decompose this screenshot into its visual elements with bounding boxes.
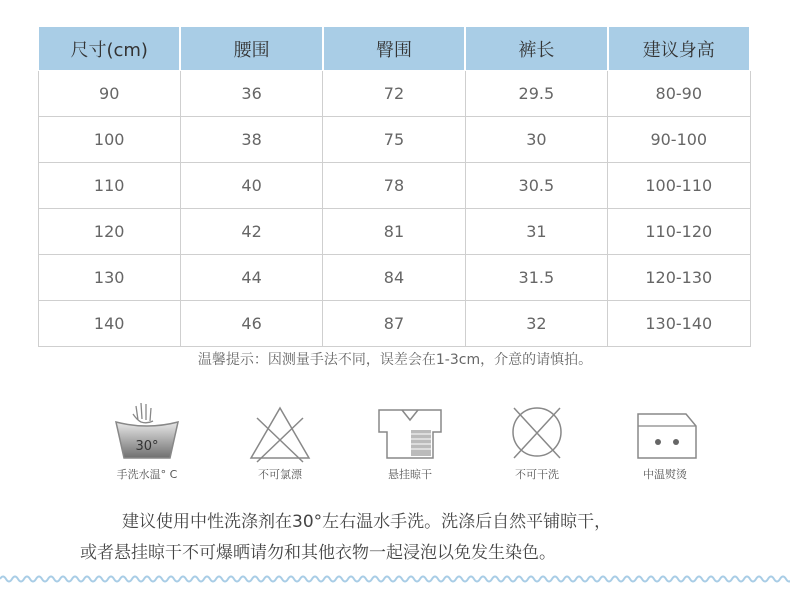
cell-size: 110 bbox=[38, 163, 180, 209]
cell-length: 30.5 bbox=[465, 163, 607, 209]
cell-size: 120 bbox=[38, 209, 180, 255]
cell-hip: 72 bbox=[323, 71, 465, 117]
table-row bbox=[38, 301, 750, 347]
cell-length: 32 bbox=[465, 301, 607, 347]
care-label: 不可干洗 bbox=[515, 468, 559, 481]
cell-hip: 75 bbox=[323, 117, 465, 163]
header-length: 裤长 bbox=[465, 27, 607, 71]
cell-waist: 36 bbox=[180, 71, 322, 117]
measurement-hint: 温馨提示：因测量手法不同，误差会在1-3cm，介意的请慎拍。 bbox=[197, 352, 593, 368]
table-header-row bbox=[38, 27, 750, 71]
cell-waist: 42 bbox=[180, 209, 322, 255]
cell-size: 130 bbox=[38, 255, 180, 301]
care-paragraph-line2: 或者悬挂晾干不可爆晒请勿和其他衣物一起浸泡以免发生染色。 bbox=[80, 543, 556, 563]
cell-length: 31.5 bbox=[465, 255, 607, 301]
table-row bbox=[38, 255, 750, 301]
cell-hip: 84 bbox=[323, 255, 465, 301]
cell-height: 90-100 bbox=[608, 117, 750, 163]
cell-hip: 87 bbox=[323, 301, 465, 347]
table-row bbox=[38, 71, 750, 117]
care-label: 悬挂晾干 bbox=[388, 468, 432, 481]
header-height: 建议身高 bbox=[608, 27, 750, 71]
cell-height: 100-110 bbox=[608, 163, 750, 209]
cell-height: 110-120 bbox=[608, 209, 750, 255]
cell-height: 120-130 bbox=[608, 255, 750, 301]
cell-hip: 81 bbox=[323, 209, 465, 255]
cell-size: 90 bbox=[38, 71, 180, 117]
table-row bbox=[38, 163, 750, 209]
cell-waist: 46 bbox=[180, 301, 322, 347]
care-label: 不可氯漂 bbox=[258, 468, 302, 481]
care-item-no-tumble-dry bbox=[482, 400, 592, 482]
wash-temp-label: 30° bbox=[135, 439, 159, 454]
care-label: 中温熨烫 bbox=[643, 468, 687, 481]
wave-border bbox=[0, 572, 790, 586]
cell-hip: 78 bbox=[323, 163, 465, 209]
care-item-hang-dry bbox=[355, 400, 465, 482]
care-icons bbox=[0, 400, 790, 490]
care-item-hand-wash bbox=[92, 400, 202, 482]
cell-waist: 40 bbox=[180, 163, 322, 209]
cell-length: 31 bbox=[465, 209, 607, 255]
iron-medium-icon bbox=[620, 400, 710, 464]
size-table bbox=[37, 26, 751, 347]
care-item-iron bbox=[610, 400, 720, 482]
table-row bbox=[38, 209, 750, 255]
cell-height: 130-140 bbox=[608, 301, 750, 347]
cell-height: 80-90 bbox=[608, 71, 750, 117]
header-hip: 臀围 bbox=[323, 27, 465, 71]
cell-waist: 44 bbox=[180, 255, 322, 301]
cell-size: 140 bbox=[38, 301, 180, 347]
cell-length: 29.5 bbox=[465, 71, 607, 117]
cell-waist: 38 bbox=[180, 117, 322, 163]
no-tumble-dry-icon bbox=[492, 400, 582, 464]
hang-dry-icon bbox=[365, 400, 455, 464]
care-label: 手洗水温° C bbox=[116, 468, 178, 481]
care-paragraph-line1: 建议使用中性洗涤剂在30°左右温水手洗。洗涤后自然平铺晾干， bbox=[122, 512, 612, 532]
header-size: 尺寸(cm) bbox=[38, 27, 180, 71]
header-waist: 腰围 bbox=[180, 27, 322, 71]
care-item-no-bleach bbox=[225, 400, 335, 482]
cell-length: 30 bbox=[465, 117, 607, 163]
hand-wash-icon bbox=[102, 400, 192, 464]
table-row bbox=[38, 117, 750, 163]
cell-size: 100 bbox=[38, 117, 180, 163]
no-bleach-icon bbox=[235, 400, 325, 464]
